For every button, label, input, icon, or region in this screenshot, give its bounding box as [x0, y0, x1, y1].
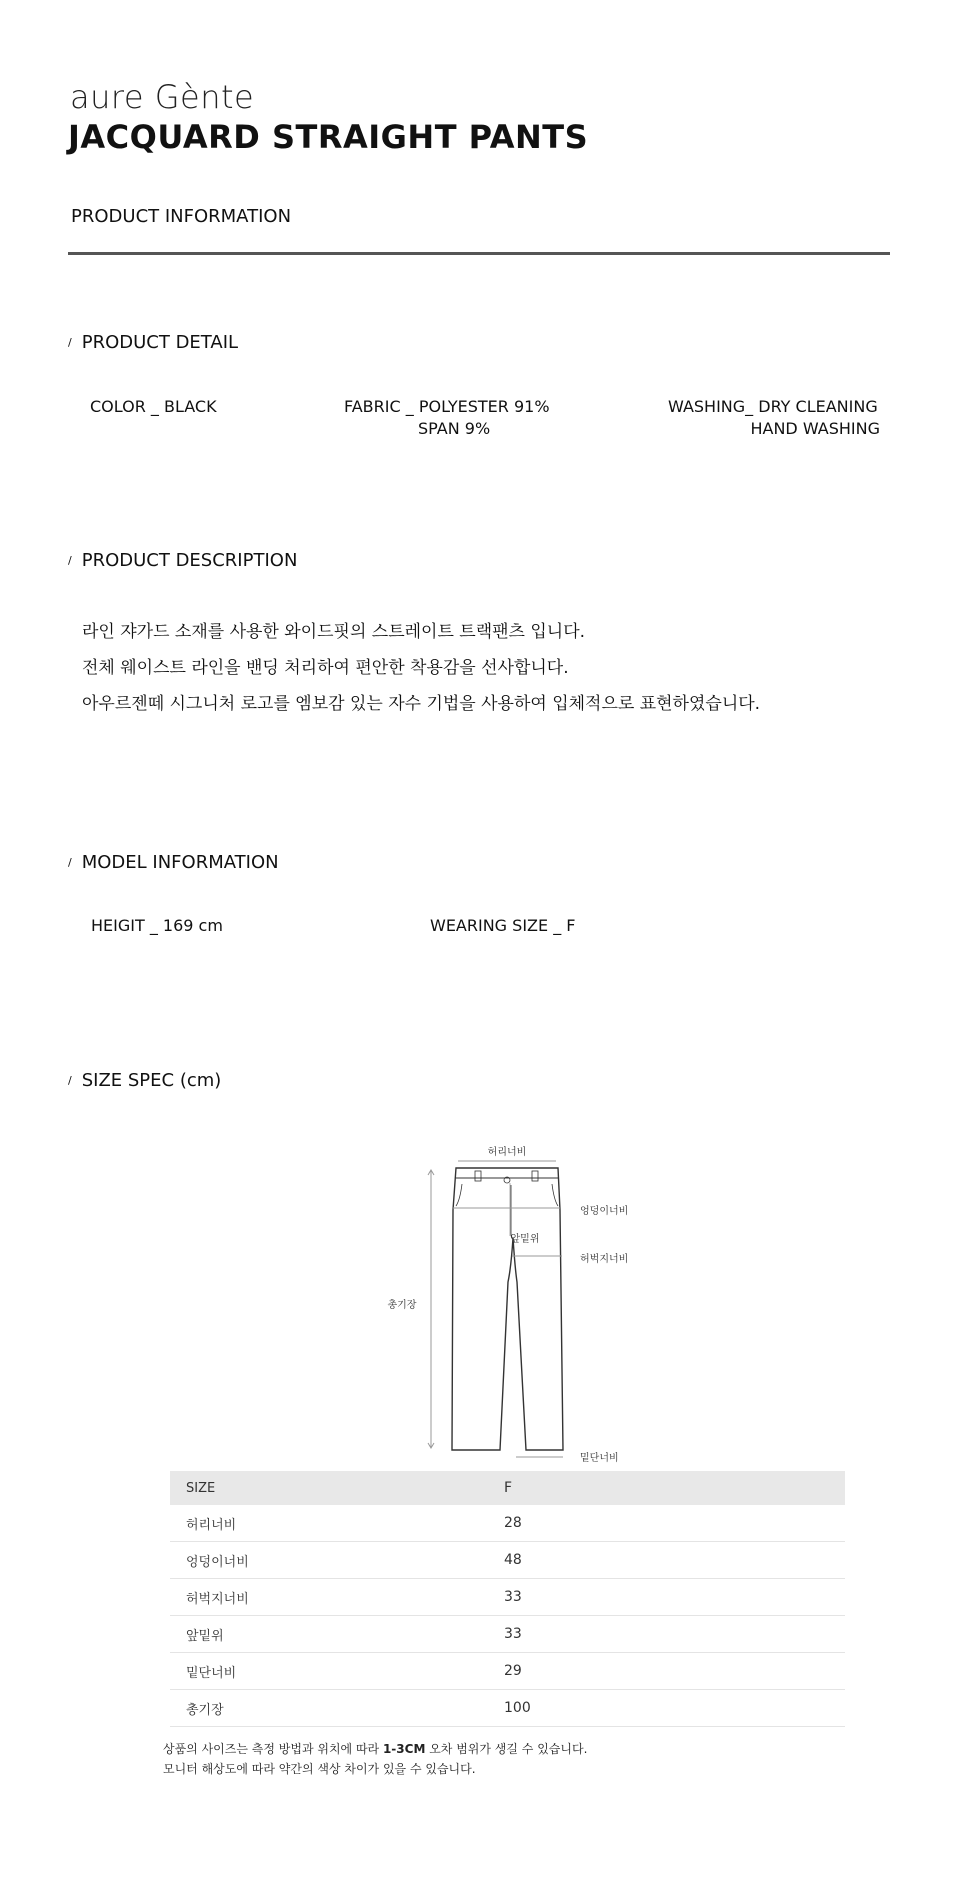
- row-label: 앞밑위: [170, 1616, 504, 1653]
- row-label: 허벅지너비: [170, 1579, 504, 1616]
- divider: [68, 252, 890, 255]
- description-line: 라인 쟈가드 소재를 사용한 와이드핏의 스트레이트 트랙팬츠 입니다.: [82, 622, 586, 642]
- pants-diagram: [380, 1140, 640, 1470]
- slash-marker: /: [68, 554, 72, 567]
- slash-marker: /: [68, 1074, 72, 1087]
- thigh-label: 허벅지너비: [580, 1254, 629, 1265]
- f-column-header: F: [504, 1471, 845, 1505]
- row-label: 밑단너비: [170, 1653, 504, 1690]
- size-spec-heading: [68, 1070, 221, 1091]
- description-line: 아우르젠떼 시그니처 로고를 엠보감 있는 자수 기법을 사용하여 입체적으로 표현하였습니다.: [82, 694, 761, 714]
- description-line: 전체 웨이스트 라인을 밴딩 처리하여 편안한 착용감을 선사합니다.: [82, 658, 569, 678]
- size-note-line2: 모니터 해상도에 따라 약간의 색상 차이가 있을 수 있습니다.: [163, 1762, 476, 1776]
- hip-label: 엉덩이너비: [580, 1206, 629, 1217]
- slash-marker: /: [68, 336, 72, 349]
- model-height: HEIGIT _ 169 cm: [91, 916, 223, 935]
- size-spec-heading-text: SIZE SPEC (cm): [81, 1070, 222, 1091]
- row-value: 33: [504, 1616, 845, 1653]
- size-note-text: 상품의 사이즈는 측정 방법과 위치에 따라: [163, 1742, 383, 1756]
- slash-marker: /: [68, 856, 72, 869]
- product-description-heading: [68, 550, 297, 571]
- row-value: 29: [504, 1653, 845, 1690]
- fabric-value-line1: FABRIC _ POLYESTER 91%: [344, 397, 550, 416]
- table-row: [170, 1690, 845, 1727]
- row-label: 엉덩이너비: [170, 1542, 504, 1579]
- size-table: [170, 1471, 845, 1727]
- table-header-row: [170, 1471, 845, 1505]
- length-label: 총기장: [387, 1300, 417, 1311]
- size-note-text: 오차 범위가 생길 수 있습니다.: [425, 1742, 588, 1756]
- brand-logo: aure Gènte: [70, 78, 255, 116]
- washing-value-line1: WASHING_ DRY CLEANING: [668, 397, 878, 416]
- size-note-line1: [163, 1740, 587, 1757]
- size-column-header: SIZE: [170, 1471, 504, 1505]
- model-information-heading: [68, 852, 279, 873]
- product-description-heading-text: PRODUCT DESCRIPTION: [81, 550, 298, 571]
- washing-value-line2: HAND WASHING: [750, 419, 880, 438]
- product-detail-heading-text: PRODUCT DETAIL: [81, 332, 239, 353]
- table-row: [170, 1579, 845, 1616]
- product-detail-heading: [68, 332, 238, 353]
- row-value: 100: [504, 1690, 845, 1727]
- row-label: 총기장: [170, 1690, 504, 1727]
- hem-label: 밑단너비: [580, 1453, 619, 1464]
- row-value: 28: [504, 1505, 845, 1542]
- row-value: 33: [504, 1579, 845, 1616]
- table-row: [170, 1505, 845, 1542]
- size-note-tolerance: 1-3CM: [382, 1742, 426, 1756]
- product-title: JACQUARD STRAIGHT PANTS: [68, 118, 589, 156]
- waist-label: 허리너비: [487, 1147, 527, 1158]
- model-information-heading-text: MODEL INFORMATION: [81, 852, 279, 873]
- color-value: COLOR _ BLACK: [90, 397, 217, 416]
- product-information-heading: PRODUCT INFORMATION: [71, 206, 292, 227]
- table-row: [170, 1653, 845, 1690]
- fabric-value-line2: SPAN 9%: [418, 419, 491, 438]
- table-row: [170, 1616, 845, 1653]
- rise-label: 앞밑위: [510, 1234, 540, 1245]
- table-row: [170, 1542, 845, 1579]
- wearing-size: WEARING SIZE _ F: [430, 916, 576, 935]
- row-label: 허리너비: [170, 1505, 504, 1542]
- row-value: 48: [504, 1542, 845, 1579]
- pants-outline: [452, 1168, 563, 1450]
